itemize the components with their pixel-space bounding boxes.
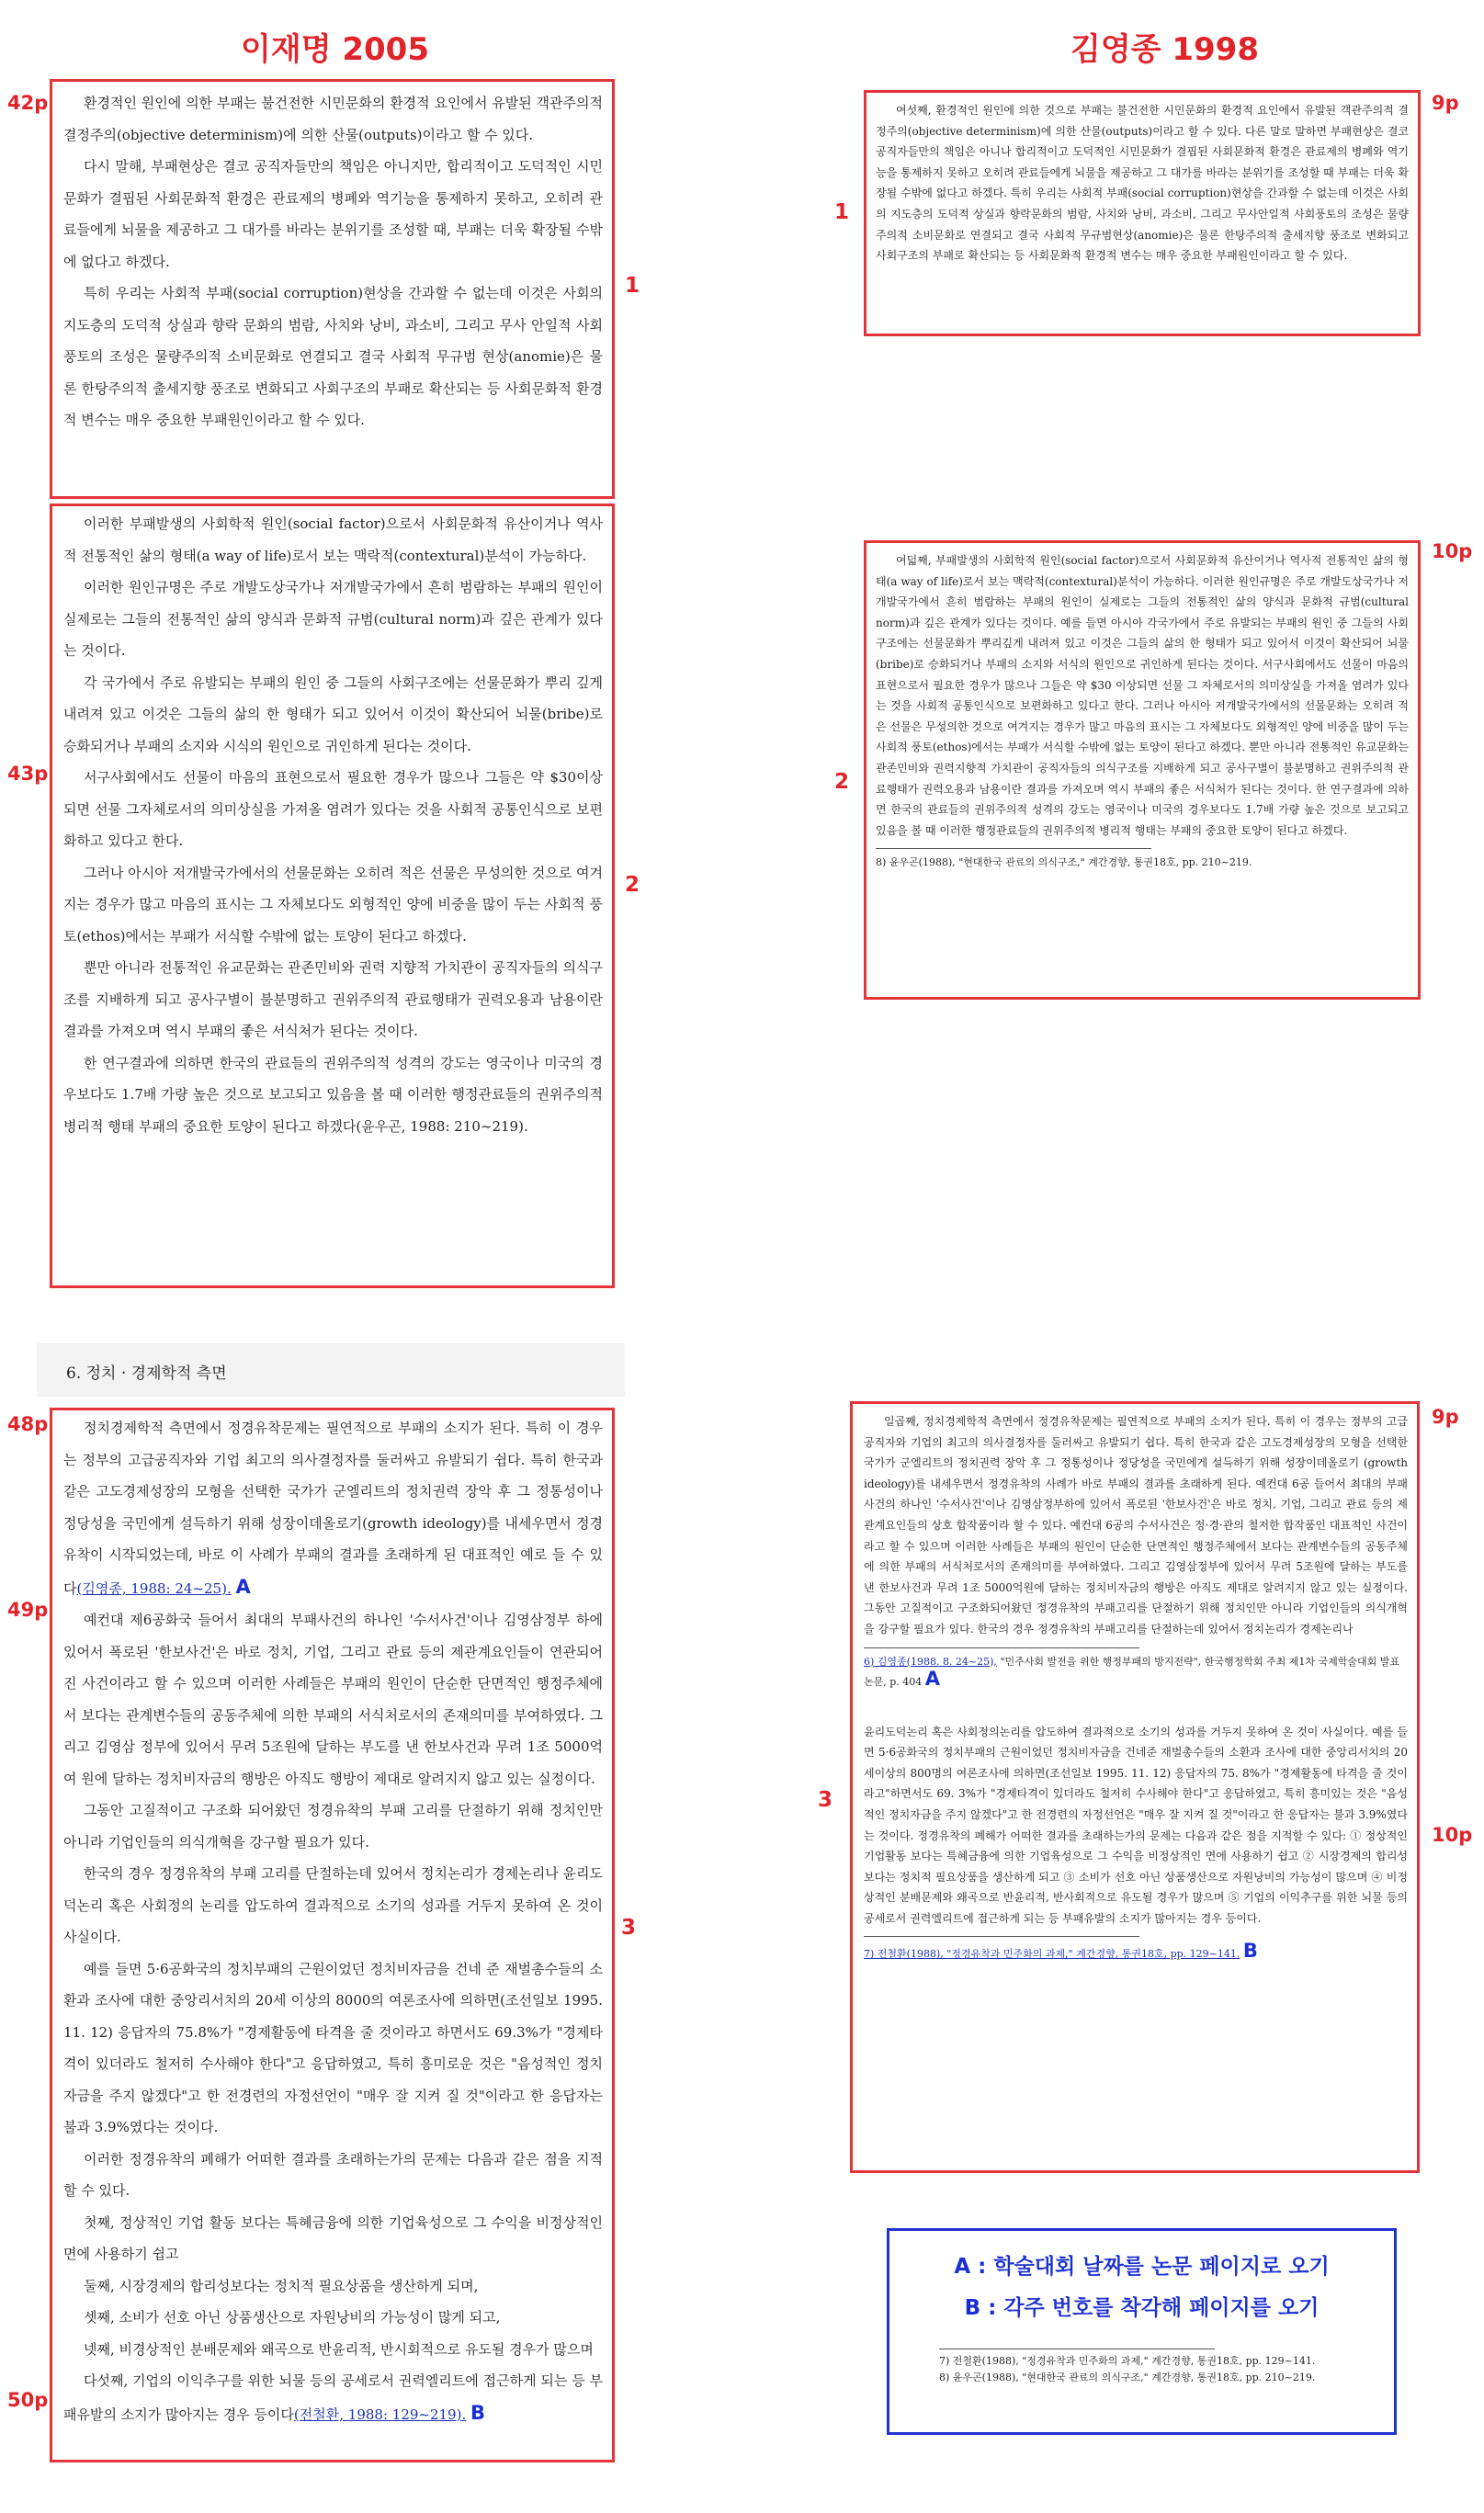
excerpt-kim-1998-p9-10-box3 <box>850 1401 1420 2173</box>
list-item <box>63 2365 603 2430</box>
list-item: 넷째, 비경상적인 분배문제와 왜곡으로 반윤리적, 반시회적으로 유도될 경우가 많으며 <box>84 2340 594 2358</box>
excerpt-lee-2005-p42-box1 <box>50 79 615 499</box>
excerpt-kim-1998-p9-box1 <box>864 90 1421 336</box>
legend-footnote-8: 8) 윤우곤(1988), "현대한국 관료의 의식구조," 계간경향, 통권18호, pp. 210~219. <box>939 2372 1316 2383</box>
paragraph: 일곱째, 정치경제학적 측면에서 정경유착문제는 필연적으로 부패의 소지가 된다. 특히 이 경우는 정부의 고급공직자와 기업의 최고의 의사결정자를 둘러싸고 유발되기 쉽다. 특히 한국과 같은 고도경제성장의 모형을 선택한 국가가 군엘리트의 정치권력 장악 후 그 정통성이나 정당성을 국민에게 설득하기 위해 성장이데올로기 (growth ideology)를 내세우면서 정경유착의 사례가 바로 부패의 결과를 초래하게 된다. 예컨대 6공 들어서 최대의 부패사건의 하나인 '수서사건'이나 김영삼정부하에 있어서 폭로된 '한보사건'은 바로 정치, 기업, 그리고 관료 등의 제관계요인들의 상호 합작품이라 할 수 있다. 예컨대 6공의 수서사건은 정·경·관의 철저한 합작품인 대표적인 사건이라고 할 수 있으며 이러한 사례들은 부패의 원인이 단순한 단면적인 행정주체에서 보다는 관계변수들의 공동주체에 의한 부패의 서식처로서의 존재의미를 부여하였다. 그리고 김영삼정부에 있어서 무려 5조원에 달하는 부도를 낸 한보사건과 무려 1조 5000억원에 달하는 정치비자금의 행방은 아직도 제대로 알려지지 않고 있는 실정이다. 그동안 고질적이고 구조화되어왔던 정경유착의 부패고리를 단절하기 위해 정치인만 아니라 기업인들의 의식개혁을 강구할 필요가 있다. 한국의 경우 정경유착의 부패고리를 단절하는데 있어서 정치논리가 경제논리나 <box>864 1415 1408 1636</box>
paragraph: 여섯째, 환경적인 원인에 의한 것으로 부패는 불건전한 시민문화의 환경적 요인에서 유발된 객관주의적 결정주의(objective determinism)에 의한 산물(outputs)이라고 할 수 있다. 다른 말로 말하면 부패현상은 결코 공직자들만의 책임은 아니나 합리적이고 도덕적인 시민문화가 결핍된 사회문화적 환경은 관료제의 병폐와 역기능을 통제하지 못하고 오히려 관료들에게 뇌물을 제공하고 그 대가를 바라는 분위기를 조성할 때 부패는 더욱 확장될 수밖에 없다고 하겠다. 특히 우리는 사회적 부패(social corruption)현상을 간과할 수 없는데 이것은 사회의 지도층의 도덕적 상실과 향락문화의 범람, 사치와 낭비, 과소비, 그리고 무사안일적 사회풍토의 조성은 물량주의적 소비문화로 연결되고 결국 사회적 무규범현상(anomie)은 물론 한탕주의적 출세지향 풍조로 변화되고 사회구조의 부패로 확산되는 등 사회문화적 환경적 변수는 매우 중요한 부패원인이라고 할 수 있다. <box>876 104 1409 263</box>
footnote-a-citation: 6) 김영종(1988. 8. 24~25), <box>864 1655 997 1668</box>
page-mark-50p: 50p <box>7 2389 49 2411</box>
right-source-title: 김영종 1998 <box>1071 31 1259 68</box>
left-source-title: 이재명 2005 <box>241 31 429 68</box>
paragraph: 한 연구결과에 의하면 한국의 관료들의 권위주의적 성격의 강도는 영국이나 미국의 경우보다도 1.7배 가량 높은 것으로 보고되고 있음을 볼 때 이러한 행정관료들의 권위주의적 병리적 행태 부패의 중요한 토양이 된다고 하겠다(윤우곤, 1988: 210~219). <box>63 1054 603 1135</box>
page-mark-10p-lower: 10p <box>1432 1824 1473 1846</box>
page-mark-48p: 48p <box>7 1413 49 1435</box>
marker-a: A <box>924 1667 941 1690</box>
page-mark-9p: 9p <box>1432 92 1459 114</box>
citation-b: (전철환, 1988: 129~219). <box>293 2405 467 2423</box>
paragraph: 윤리도덕논리 혹은 사회정의논리를 압도하여 결과적으로 소기의 성과를 거두지 못하여 온 것이 사실이다. 예를 들면 5·6공화국의 정치부패의 근원이었던 정치비자금을 건네준 재벌총수들의 소환과 조사에 대한 중앙리서치의 20세이상의 800명의 여론조사에 의하면(조선일보 1995. 11. 12) 응답자의 75. 8%가 "경제활동에 타격을 줄 것이라고"하면서도 69. 3%가 "경제타격이 있더라도 철저히 수사해야 한다"고 응답하였고, 특히 흥미있는 것은 "음성적인 정치자금을 주지 않겠다"고 한 전경련의 자정선언은 "매우 잘 지켜 질 것"이라고 한 응답자는 불과 3.9%였다는 것이다. 정경유착의 폐해가 어떠한 결과를 초래하는가의 문제는 다음과 같은 점을 지적할 수 있다: ① 정상적인 기업활동 보다는 특혜금융에 의한 기업육성으로 그 수익을 비정상적인 면에 사용하기 쉽고 ② 시장경제의 합리성보다는 정치적 필요상품을 생산하게 되고 ③ 소비가 선호 아닌 상품생산으로 자원낭비의 가능성이 많으며 ④ 비정상적인 분배문제와 왜곡으로 반윤리적, 반사회적으로 유도될 경우가 많으며 ⑤ 기업의 이익추구를 위한 뇌물 등의 공세로서 권력엘리트에 접근하게 되는 등 부패유발의 소지가 많아지는 경우 등이다. <box>864 1725 1408 1925</box>
box-number-2-right: 2 <box>834 770 850 794</box>
marker-a: A <box>235 1575 251 1598</box>
footnote-a <box>864 1654 1408 1691</box>
box-number-1-left: 1 <box>625 274 640 298</box>
legend-line-b: B : 각주 번호를 착각해 페이지를 오기 <box>964 2296 1320 2320</box>
paragraph <box>63 1412 603 1604</box>
footnote: 8) 윤우곤(1988), "현대한국 관료의 의식구조," 계간경향, 통권18호, pp. 210~219. <box>876 856 1252 869</box>
paragraph: 이러한 정경유착의 폐해가 어떠한 결과를 초래하는가의 문제는 다음과 같은 점을 지적할 수 있다. <box>63 2150 603 2199</box>
paragraph-text: 정치경제학적 측면에서 정경유착문제는 필연적으로 부패의 소지가 된다. 특히 이 경우는 정부의 고급공직자와 기업 최고의 의사결정자를 둘러싸고 유발되기 쉽다. 특히 한국과 같은 고도경제성장의 모형을 선택한 국가가 군엘리트의 정치권력 장악 후 그 정통성이나 정당성을 국민에게 설득하기 위해 성장이데올로기(growth ideology)를 내세우면서 정경유착이 시작되었는데, 바로 이 사례가 부패의 결과를 초래하게 된 대표적인 예로 들 수 있다 <box>63 1420 603 1597</box>
page-mark-9p-lower: 9p <box>1432 1406 1459 1428</box>
list-item: 첫째, 정상적인 기업 활동 보다는 특혜금융에 의한 기업육성으로 그 수익을 비정상적인 면에 사용하기 쉽고 <box>63 2213 603 2262</box>
list-item: 둘째, 시장경제의 합리성보다는 정치적 필요상품을 생산하게 되며, <box>84 2277 479 2294</box>
legend-box <box>887 2228 1397 2435</box>
page-mark-49p: 49p <box>7 1599 49 1621</box>
paragraph: 그러나 아시아 저개발국가에서의 선물문화는 오히려 적은 선물은 무성의한 것으로 여겨지는 경우가 많고 마음의 표시는 그 자체보다도 외형적인 양에 비중을 많이 두는 사회적 풍토(ethos)에서는 부패가 서식할 수밖에 없는 토양이 된다고 하겠다. <box>63 864 603 945</box>
marker-b: B <box>470 2401 486 2424</box>
excerpt-kim-1998-p10-box2 <box>864 540 1421 1000</box>
footnote-b <box>864 1942 1408 1963</box>
list-item: 셋째, 소비가 선호 아닌 상품생산으로 자원낭비의 가능성이 많게 되고, <box>84 2309 501 2326</box>
paragraph: 한국의 경우 정경유착의 부패 고리를 단절하는데 있어서 정치논리가 경제논리나 윤리도덕논리 혹은 사회정의 논리를 압도하여 결과적으로 소기의 성과를 거두지 못하여 온 것이 사실이다. <box>63 1865 603 1945</box>
citation-a: (김영종, 1988: 24~25). <box>76 1579 232 1597</box>
section-heading: 6. 정치 · 경제학적 측면 <box>66 1364 227 1383</box>
paragraph: 이러한 원인규명은 주로 개발도상국가나 저개발국가에서 흔히 범람하는 부패의 원인이 실제로는 그들의 전통적인 삶의 양식과 문화적 규범(cultural norm)과 깊은 관계가 있다는 것이다. <box>63 579 603 659</box>
footnote-divider <box>876 848 1151 849</box>
paragraph-text: 다섯째, 기업의 이익추구를 위한 뇌물 등의 공세로서 권력엘리트에 접근하게 되는 등 부패유발의 소지가 많아지는 경우 등이다 <box>63 2372 603 2423</box>
paragraph: 뿐만 아니라 전통적인 유교문화는 관존민비와 권력 지향적 가치관이 공직자들의 의식구조를 지배하게 되고 공사구별이 불분명하고 권위주의적 관료행태가 권력오용과 남용이란 결과를 가져오며 역시 부패의 좋은 서식처가 된다는 것이다. <box>63 959 603 1039</box>
paragraph: 특히 우리는 사회적 부패(social corruption)현상을 간과할 수 없는데 이것은 사회의 지도층의 도덕적 상실과 향락 문화의 범람, 사치와 낭비, 과소비, 그리고 무사 안일적 사회풍토의 조성은 물량주의적 소비문화로 연결되고 결국 사회적 무규범 현상(anomie)은 물론 한탕주의적 출세지향 풍조로 변화되고 사회구조의 부패로 확산되는 등 사회문화적 환경적 변수는 매우 중요한 부패원인이라고 할 수 있다. <box>63 285 603 428</box>
box-number-3-left: 3 <box>621 1916 637 1940</box>
paragraph: 서구사회에서도 선물이 마음의 표현으로서 필요한 경우가 많으나 그들은 약 $30이상 되면 선물 그자체로서의 의미상실을 가져올 염려가 있다는 것을 사회적 공통인식으로 보편화하고 있다고 한다. <box>63 769 603 849</box>
page-mark-10p: 10p <box>1432 540 1473 562</box>
legend-line-a: A : 학술대회 날짜를 논문 페이지로 오기 <box>954 2255 1330 2279</box>
excerpt-lee-2005-p48-50-box3 <box>50 1408 615 2462</box>
paragraph: 예컨대 제6공화국 들어서 최대의 부패사건의 하나인 '수서사건'이나 김영삼정부 하에 있어서 폭로된 '한보사건'은 바로 정치, 기업, 그리고 관료 등의 제관계요인들이 연관되어진 사건이라고 할 수 있으며 이러한 사례들은 부패의 원인이 단순한 단면적인 행정주체에서 보다는 관계변수들의 공동주체에 의한 부패의 서식처로서의 존재의미를 부여하였다. 그리고 김영삼 정부에 있어서 무려 5조원에 달하는 부도를 낸 한보사건과 무려 1조 5000억 여 원에 달하는 정치비자금의 행방은 아직도 행방이 제대로 알려지지 않고 있는 실정이다. <box>63 1612 603 1787</box>
marker-b: B <box>1242 1940 1258 1963</box>
page-mark-43p: 43p <box>7 763 49 785</box>
paragraph: 예를 들면 5·6공화국의 정치부패의 근원이었던 정치비자금을 건네 준 재벌총수들의 소환과 조사에 대한 중앙리서치의 20세 이상의 8000의 여론조사에 의하면(조선일보 1995. 11. 12) 응답자의 75.8%가 "경제활동에 타격을 줄 것이라고 하면서도 69.3%가 "경제타격이 있더라도 철저히 수사해야 한다"고 응답하였고, 특히 흥미로운 것은 "음성적인 정치자금을 주지 않겠다"고 한 전경련의 자정선언이 "매우 잘 지켜 질 것"이라고 한 응답자는 불과 3.9%였다는 것이다. <box>63 1960 603 2135</box>
footnote-a-text: "민주사회 발전을 위한 행정부패의 방지전략", 한국행정학회 주최 제1차 국제학술대회 발표논문, p. 404 <box>864 1655 1400 1688</box>
paragraph: 환경적인 원인에 의한 부패는 불건전한 시민문화의 환경적 요인에서 유발된 객관주의적 결정주의(objective determinism)에 의한 산물(outputs)이라고 할 수 있다. <box>63 95 603 143</box>
paragraph: 그동안 고질적이고 구조화 되어왔던 정경유착의 부패 고리를 단절하기 위해 정치인만 아니라 기업인들의 의식개혁을 강구할 필요가 있다. <box>63 1802 603 1851</box>
footnote-b-citation: 7) 전철환(1988), "정경유착과 민주화의 과제," 계간경향, 통권18호, pp. 129~141. <box>864 1948 1240 1961</box>
box-number-1-right: 1 <box>834 200 850 224</box>
footnote-divider <box>864 1936 1139 1937</box>
excerpt-lee-2005-p42-43-box2 <box>50 504 615 1288</box>
paragraph: 각 국가에서 주로 유발되는 부패의 원인 중 그들의 사회구조에는 선물문화가 뿌리 깊게 내려져 있고 이것은 그들의 삶의 한 형태가 되고 있어서 이것이 확산되어 뇌물(bribe)로 승화되거나 부패의 소지와 시식의 원인으로 귀인하게 된다는 것이다. <box>63 674 603 754</box>
footnote-divider <box>864 1647 1139 1648</box>
box-number-2-left: 2 <box>625 873 640 897</box>
legend-footnote-7: 7) 전철환(1988), "정경유착과 민주화의 과제," 계간경향, 통권18호, pp. 129~141. <box>939 2355 1316 2367</box>
paragraph: 다시 말해, 부패현상은 결코 공직자들만의 책임은 아니지만, 합리적이고 도덕적인 시민문화가 결핍된 사회문화적 환경은 관료제의 병폐와 역기능을 통제하지 못하고, 오히려 관료들에게 뇌물을 제공하고 그 대가를 바라는 분위기를 조성할 때, 부패는 더욱 확장될 수밖에 없다고 하겠다. <box>63 158 603 270</box>
paragraph: 이러한 부패발생의 사회학적 원인(social factor)으로서 사회문화적 유산이거나 역사적 전통적인 삶의 형태(a way of life)로서 보는 맥락적(contextural)분석이 가능하다. <box>63 515 603 564</box>
box-number-3-right: 3 <box>818 1788 833 1812</box>
paragraph: 여덟째, 부패발생의 사회학적 원인(social factor)으로서 사회문화적 유산이거나 역사적 전통적인 삶의 형태(a way of life)로서 보는 맥락적(contextural)분석이 가능하다. 이러한 원인규명은 주로 개발도상국가나 저개발국가에서 흔히 범람하는 부패의 원인이 실제로는 그들의 전통적인 삶의 양식과 문화적 규범(cultural norm)과 깊은 관계가 있다는 것이다. 예를 들면 아시아 각국가에서 주로 유발되는 부패의 원인 중 그들의 사회구조에는 선물문화가 뿌리깊게 내려져 있고 이것은 그들의 삶의 한 형태가 되고 있어서 이것이 확산되어 뇌물(bribe)로 승화되거나 부패의 소지와 서식의 원인으로 귀인하게 된다는 것이다. 서구사회에서도 선물이 마음의 표현으로서 필요한 경우가 많으나 그들은 약 $30 이상되면 선물 그 자체로서의 의미상실을 가져올 염려가 있다는 것을 사회적 공통인식으로 보편화하고 있다고 한다. 그러나 아시아 저개발국가에서의 선물문화는 오히려 적은 선물은 무성의한 것으로 여겨지는 경우가 많고 마음의 표시는 그 자체보다도 외형적인 양에 비중을 많이 두는 사회적 풍토(ethos)에서는 부패가 서식할 수밖에 없는 토양이 된다고 하겠다. 뿐만 아니라 전통적인 유교문화는 관존민비와 권력지향적 가치관이 공직자들의 의식구조를 지배하게 되고 공사구별이 불분명하고 권위주의적 관료행태가 권력오용과 남용이란 결과를 가져오며 역시 부패의 좋은 서식처가 된다는 것이다. 한 연구결과에 의하면 한국의 관료들의 권위주의적 성격의 강도는 영국이나 미국의 경우보다도 1.7배 가량 높은 것으로 보고되고 있음을 볼 때 이러한 행정관료들의 권위주의적 병리적 행태는 부패의 중요한 토양이 된다고 하겠다. <box>876 554 1409 837</box>
page-mark-42p: 42p <box>7 92 49 114</box>
